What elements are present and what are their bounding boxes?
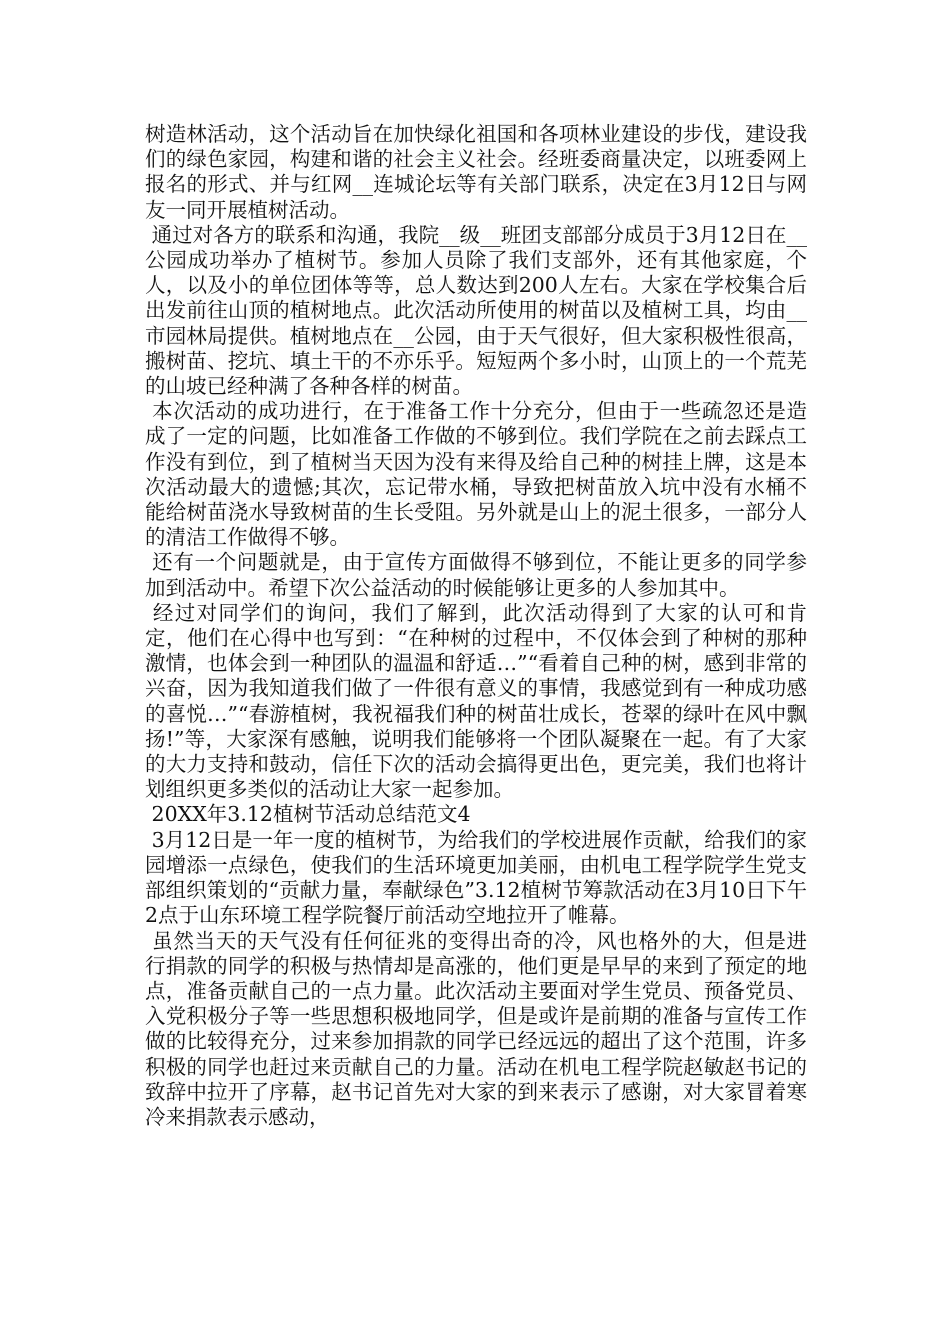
paragraph-7: 虽然当天的天气没有任何征兆的变得出奇的冷，风也格外的大，但是进行捐款的同学的积极与热情却是高涨的，他们更是早早的来到了预定的地点，准备贡献自己的一点力量。此次活动主要面对学生党员、预备党员、入党积极分子等一些思想积极地同学，但是或许是前期的准备与宣传工作做的比较得充分，过来参加捐款的同学已经远远的超出了这个范围，许多积极的同学也赶过来贡献自己的力量。活动在机电工程学院赵敏赵书记的致辞中拉开了序幕，赵书记首先对大家的到来表示了感谢，对大家冒着寒冷来捐款表示感动， (145, 928, 807, 1129)
paragraph-6: 3月12日是一年一度的植树节，为给我们的学校进展作贡献，给我们的家园增添一点绿色，使我们的生活环境更加美丽，由机电工程学院学生党支部组织策划的“贡献力量，奉献绿色”3.12植树节筹款活动在3月10日下午2点于山东环境工程学院餐厅前活动空地拉开了帷幕。 (145, 827, 807, 928)
document-page (145, 122, 807, 1130)
paragraph-4: 还有一个问题就是，由于宣传方面做得不够到位，不能让更多的同学参加到活动中。希望下次公益活动的时候能够让更多的人参加其中。 (145, 550, 807, 600)
paragraph-1: 树造林活动，这个活动旨在加快绿化祖国和各项林业建设的步伐，建设我们的绿色家园，构建和谐的社会主义社会。经班委商量决定，以班委网上报名的形式、并与红网__连城论坛等有关部门联系，决定在3月12日与网友一同开展植树活动。 (145, 122, 807, 222)
paragraph-3: 本次活动的成功进行，在于准备工作十分充分，但由于一些疏忽还是造成了一定的问题，比如准备工作做的不够到位。我们学院在之前去踩点工作没有到位，到了植树当天因为没有来得及给自己种的树挂上牌，这是本次活动最大的遗憾;其次，忘记带水桶，导致把树苗放入坑中没有水桶不能给树苗浇水导致树苗的生长受阻。另外就是山上的泥土很多，一部分人的清洁工作做得不够。 (145, 399, 807, 550)
paragraph-2: 通过对各方的联系和沟通，我院__级__班团支部部分成员于3月12日在__公园成功举办了植树节。参加人员除了我们支部外，还有其他家庭，个人，以及小的单位团体等等，总人数达到200人左右。大家在学校集合后出发前往山顶的植树地点。此次活动所使用的树苗以及植树工具，均由__市园林局提供。植树地点在__公园，由于天气很好，但大家积极性很高，搬树苗、挖坑、填土干的不亦乐乎。短短两个多小时，山顶上的一个荒芜的山坡已经种满了各种各样的树苗。 (145, 222, 807, 399)
paragraph-5: 经过对同学们的询问，我们了解到，此次活动得到了大家的认可和肯定，他们在心得中也写到：“在种树的过程中，不仅体会到了种树的那种激情，也体会到一种团队的温温和舒适…”“看着自己种的树，感到非常的兴奋，因为我知道我们做了一件很有意义的事情，我感觉到有一种成功感的喜悦…”“春游植树，我祝福我们种的树苗壮成长，苍翠的绿叶在风中飘扬!”等，大家深有感触，说明我们能够将一个团队凝聚在一起。有了大家的大力支持和鼓动，信任下次的活动会搞得更出色，更完美，我们也将计划组织更多类似的活动让大家一起参加。 (145, 600, 807, 802)
section-heading: 20XX年3.12植树节活动总结范文4 (145, 802, 471, 827)
